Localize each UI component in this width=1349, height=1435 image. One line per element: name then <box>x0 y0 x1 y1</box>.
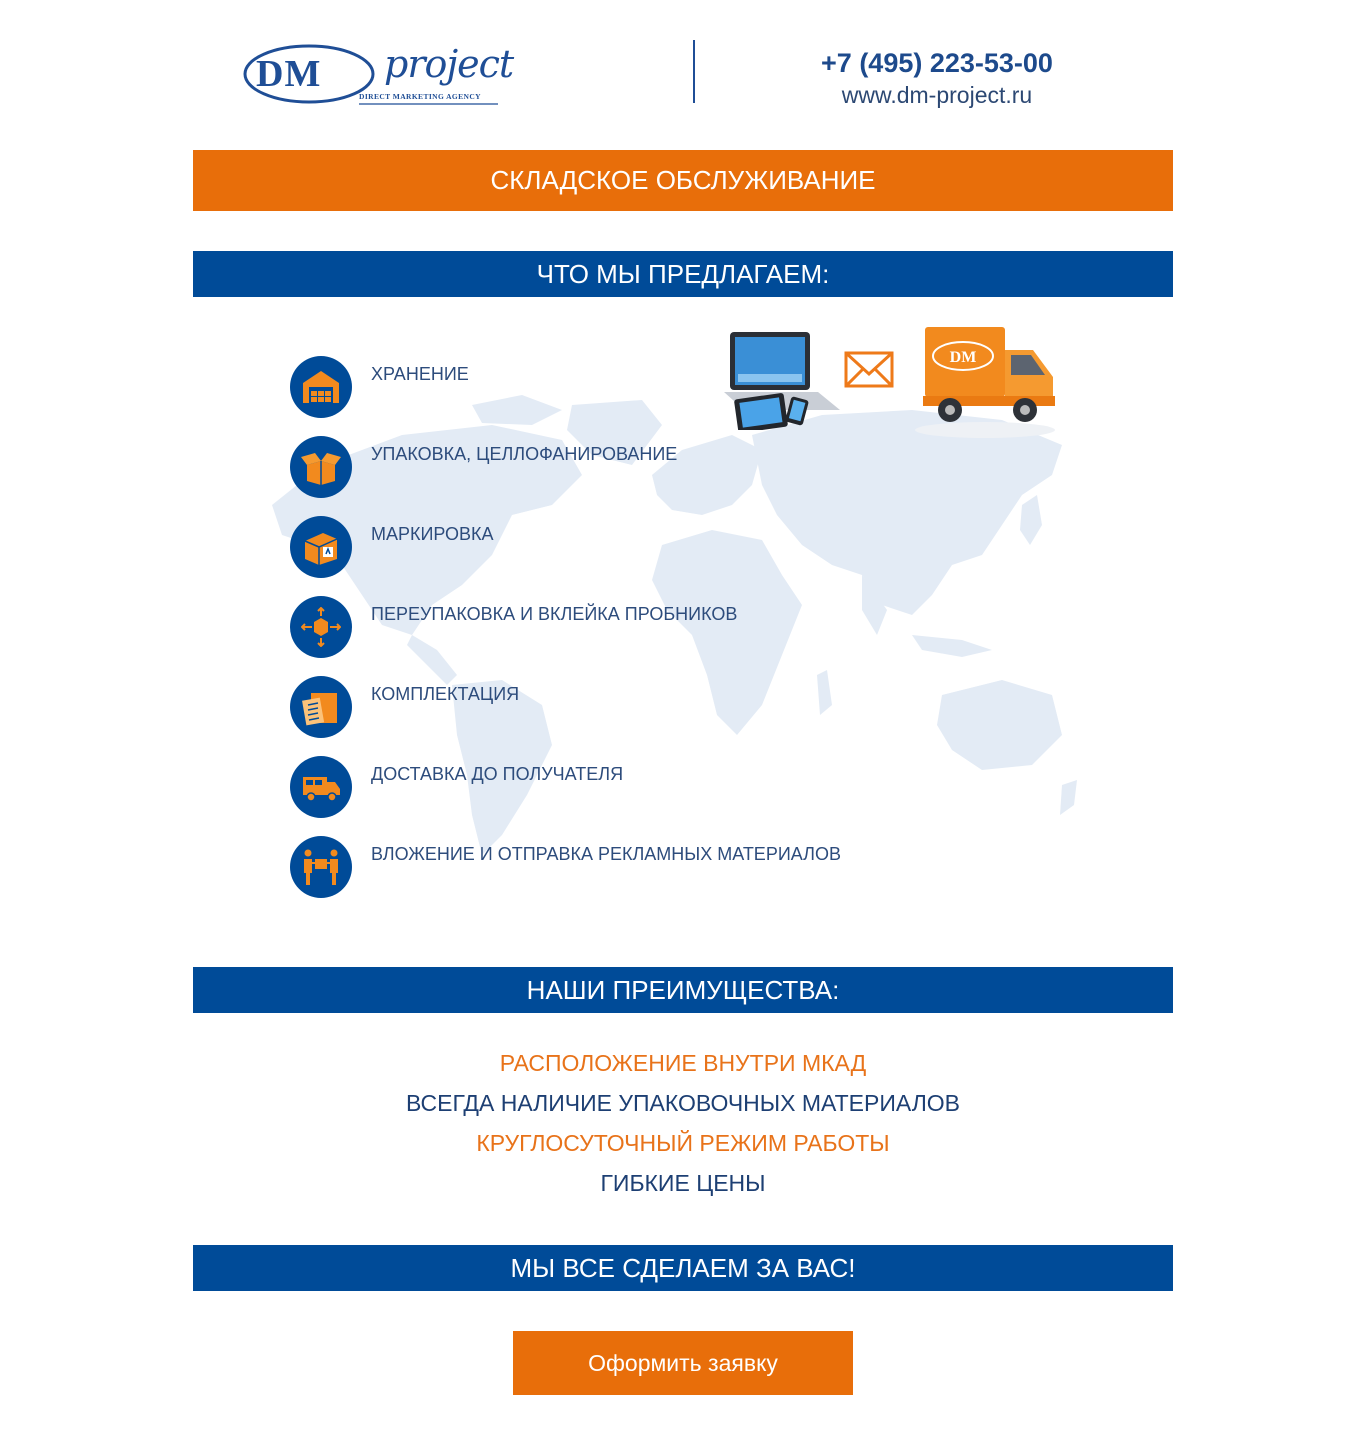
truck-logo-text: DM <box>949 349 977 366</box>
logo-tagline: DIRECT MARKETING AGENCY <box>359 92 481 101</box>
advantages-heading: НАШИ ПРЕИМУЩЕСТВА: <box>526 974 840 1005</box>
page-title: СКЛАДСКОЕ ОБСЛУЖИВАНИЕ <box>490 165 876 195</box>
service-icon-circle <box>290 516 352 578</box>
service-item <box>290 836 890 898</box>
service-label: УПАКОВКА, ЦЕЛЛОФАНИРОВАНИЕ <box>371 444 678 464</box>
box-arrows-icon <box>301 607 341 647</box>
submit-request-button[interactable]: Оформить заявку <box>513 1331 853 1395</box>
service-item <box>290 436 890 498</box>
service-icon-circle <box>290 676 352 738</box>
service-icon-circle <box>290 356 352 418</box>
advantage-item: РАСПОЛОЖЕНИЕ ВНУТРИ МКАД <box>499 1050 867 1076</box>
service-label: ДОСТАВКА ДО ПОЛУЧАТЕЛЯ <box>371 764 624 784</box>
handover-icon <box>301 847 341 887</box>
service-label: ВЛОЖЕНИЕ И ОТПРАВКА РЕКЛАМНЫХ МАТЕРИАЛОВ <box>371 844 841 864</box>
service-item <box>290 756 890 818</box>
service-item <box>290 596 890 658</box>
service-icon-circle <box>290 756 352 818</box>
service-label: ПЕРЕУПАКОВКА И ВКЛЕЙКА ПРОБНИКОВ <box>371 604 738 624</box>
warehouse-icon <box>301 367 341 407</box>
slogan-bar <box>193 1245 1173 1291</box>
advantages-heading-bar <box>193 967 1173 1013</box>
offer-heading: ЧТО МЫ ПРЕДЛАГАЕМ: <box>536 258 830 289</box>
service-icon-circle <box>290 436 352 498</box>
phone-number[interactable]: +7 (495) 223-53-00 <box>821 48 1053 78</box>
delivery-truck-icon <box>301 767 341 807</box>
logo-project-text: project <box>384 42 514 86</box>
open-box-icon <box>301 447 341 487</box>
labeled-box-icon <box>301 527 341 567</box>
advantage-item: ВСЕГДА НАЛИЧИЕ УПАКОВОЧНЫХ МАТЕРИАЛОВ <box>405 1090 961 1116</box>
slogan: МЫ ВСЕ СДЕЛАЕМ ЗА ВАС! <box>510 1252 856 1283</box>
service-label: КОМПЛЕКТАЦИЯ <box>371 684 520 704</box>
offer-heading-bar <box>193 251 1173 297</box>
service-label: ХРАНЕНИЕ <box>371 364 469 384</box>
advantage-item: ГИБКИЕ ЦЕНЫ <box>600 1170 766 1196</box>
service-item <box>290 676 890 738</box>
delivery-truck-illustration <box>915 322 1060 440</box>
header-divider <box>693 40 695 103</box>
service-icon-circle <box>290 596 352 658</box>
logo-dm-text: DM <box>256 53 322 95</box>
service-icon-circle <box>290 836 352 898</box>
website-link[interactable]: www.dm-project.ru <box>841 82 1033 108</box>
page-title-banner <box>193 150 1173 211</box>
service-label: МАРКИРОВКА <box>371 524 494 544</box>
advantage-item: КРУГЛОСУТОЧНЫЙ РЕЖИМ РАБОТЫ <box>476 1130 890 1156</box>
service-item <box>290 516 890 578</box>
checklist-box-icon <box>301 687 341 727</box>
service-item <box>290 356 890 418</box>
